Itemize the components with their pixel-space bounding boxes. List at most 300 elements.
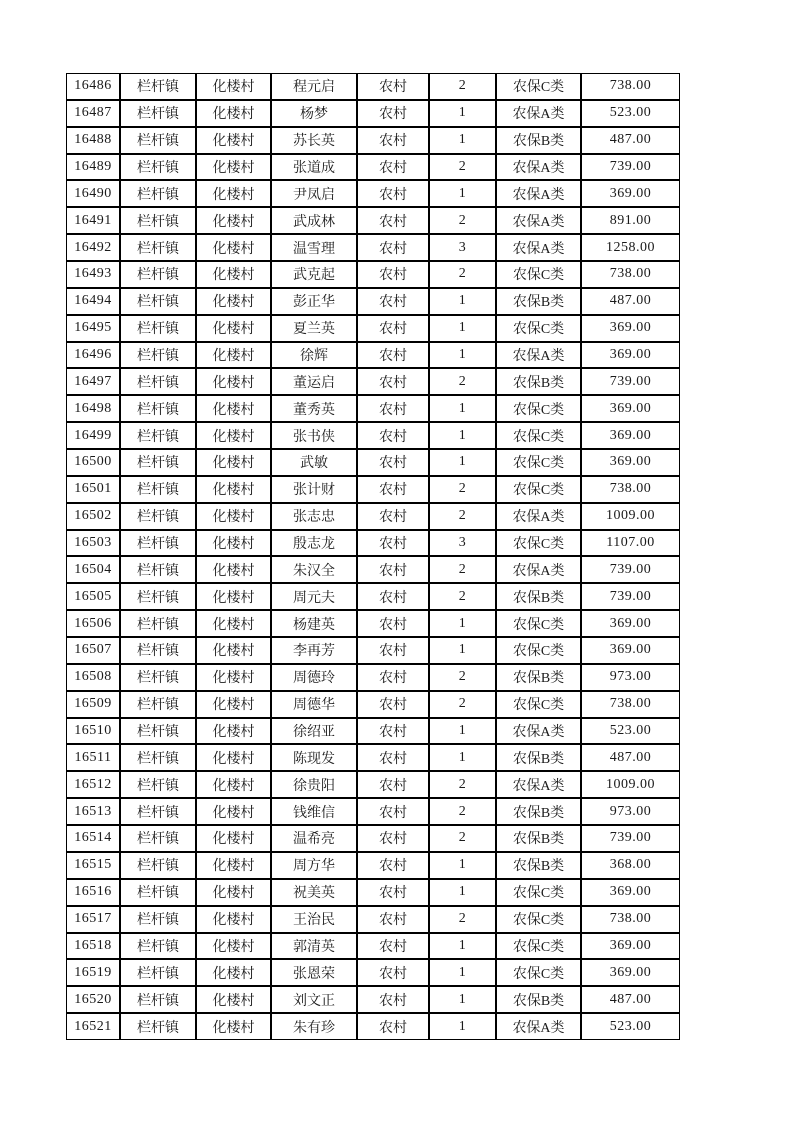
- cell-category: 农保A类: [496, 718, 581, 745]
- cell-village: 化楼村: [196, 395, 271, 422]
- cell-village: 化楼村: [196, 530, 271, 557]
- cell-category: 农保C类: [496, 476, 581, 503]
- cell-residence: 农村: [357, 342, 429, 369]
- cell-category: 农保C类: [496, 610, 581, 637]
- cell-residence: 农村: [357, 906, 429, 933]
- cell-name: 王治民: [271, 906, 357, 933]
- cell-name: 张书侠: [271, 422, 357, 449]
- cell-category: 农保C类: [496, 261, 581, 288]
- cell-category: 农保B类: [496, 852, 581, 879]
- cell-name: 董秀英: [271, 395, 357, 422]
- cell-town: 栏杆镇: [120, 664, 196, 691]
- cell-category: 农保A类: [496, 342, 581, 369]
- cell-count: 2: [429, 556, 496, 583]
- cell-amount: 369.00: [581, 315, 680, 342]
- cell-category: 农保C类: [496, 906, 581, 933]
- cell-name: 杨建英: [271, 610, 357, 637]
- table-row: [66, 261, 680, 288]
- table-row: [66, 825, 680, 852]
- cell-residence: 农村: [357, 691, 429, 718]
- table-body: [66, 73, 680, 1040]
- cell-category: 农保C类: [496, 959, 581, 986]
- cell-name: 夏兰英: [271, 315, 357, 342]
- cell-count: 2: [429, 664, 496, 691]
- cell-count: 2: [429, 207, 496, 234]
- cell-village: 化楼村: [196, 73, 271, 100]
- cell-id: 16488: [66, 127, 120, 154]
- cell-category: 农保B类: [496, 288, 581, 315]
- cell-name: 朱汉全: [271, 556, 357, 583]
- cell-residence: 农村: [357, 154, 429, 181]
- table-row: [66, 127, 680, 154]
- cell-residence: 农村: [357, 986, 429, 1013]
- table-row: [66, 422, 680, 449]
- cell-residence: 农村: [357, 933, 429, 960]
- table-row: [66, 718, 680, 745]
- cell-village: 化楼村: [196, 852, 271, 879]
- cell-residence: 农村: [357, 583, 429, 610]
- cell-residence: 农村: [357, 852, 429, 879]
- cell-town: 栏杆镇: [120, 288, 196, 315]
- cell-town: 栏杆镇: [120, 691, 196, 718]
- cell-name: 彭正华: [271, 288, 357, 315]
- cell-amount: 1009.00: [581, 771, 680, 798]
- cell-amount: 487.00: [581, 288, 680, 315]
- cell-town: 栏杆镇: [120, 342, 196, 369]
- cell-residence: 农村: [357, 825, 429, 852]
- cell-category: 农保A类: [496, 180, 581, 207]
- table-row: [66, 368, 680, 395]
- cell-count: 2: [429, 261, 496, 288]
- cell-count: 1: [429, 933, 496, 960]
- cell-category: 农保C类: [496, 691, 581, 718]
- cell-name: 郭清英: [271, 933, 357, 960]
- cell-name: 温雪理: [271, 234, 357, 261]
- cell-amount: 523.00: [581, 1013, 680, 1040]
- cell-category: 农保C类: [496, 933, 581, 960]
- cell-town: 栏杆镇: [120, 180, 196, 207]
- cell-count: 1: [429, 342, 496, 369]
- cell-residence: 农村: [357, 530, 429, 557]
- table-row: [66, 637, 680, 664]
- cell-id: 16487: [66, 100, 120, 127]
- cell-category: 农保C类: [496, 73, 581, 100]
- cell-id: 16515: [66, 852, 120, 879]
- cell-name: 殷志龙: [271, 530, 357, 557]
- table-row: [66, 315, 680, 342]
- cell-village: 化楼村: [196, 180, 271, 207]
- cell-town: 栏杆镇: [120, 422, 196, 449]
- cell-village: 化楼村: [196, 288, 271, 315]
- cell-count: 1: [429, 744, 496, 771]
- cell-town: 栏杆镇: [120, 825, 196, 852]
- cell-id: 16517: [66, 906, 120, 933]
- cell-amount: 739.00: [581, 583, 680, 610]
- cell-category: 农保C类: [496, 637, 581, 664]
- cell-residence: 农村: [357, 234, 429, 261]
- cell-category: 农保B类: [496, 825, 581, 852]
- cell-residence: 农村: [357, 207, 429, 234]
- table-row: [66, 530, 680, 557]
- cell-id: 16509: [66, 691, 120, 718]
- cell-amount: 1107.00: [581, 530, 680, 557]
- cell-town: 栏杆镇: [120, 556, 196, 583]
- cell-id: 16501: [66, 476, 120, 503]
- cell-village: 化楼村: [196, 368, 271, 395]
- table-row: [66, 879, 680, 906]
- table-row: [66, 288, 680, 315]
- cell-village: 化楼村: [196, 771, 271, 798]
- cell-name: 徐贵阳: [271, 771, 357, 798]
- cell-category: 农保A类: [496, 234, 581, 261]
- table-row: [66, 933, 680, 960]
- cell-id: 16496: [66, 342, 120, 369]
- cell-village: 化楼村: [196, 1013, 271, 1040]
- cell-id: 16499: [66, 422, 120, 449]
- cell-name: 徐辉: [271, 342, 357, 369]
- cell-id: 16498: [66, 395, 120, 422]
- cell-amount: 368.00: [581, 852, 680, 879]
- cell-name: 武克起: [271, 261, 357, 288]
- cell-amount: 1258.00: [581, 234, 680, 261]
- cell-name: 刘文正: [271, 986, 357, 1013]
- cell-village: 化楼村: [196, 986, 271, 1013]
- cell-residence: 农村: [357, 503, 429, 530]
- cell-count: 2: [429, 691, 496, 718]
- table-row: [66, 691, 680, 718]
- cell-count: 1: [429, 959, 496, 986]
- cell-amount: 1009.00: [581, 503, 680, 530]
- cell-count: 2: [429, 368, 496, 395]
- cell-name: 苏长英: [271, 127, 357, 154]
- cell-residence: 农村: [357, 1013, 429, 1040]
- table-row: [66, 664, 680, 691]
- cell-count: 1: [429, 1013, 496, 1040]
- table-row: [66, 234, 680, 261]
- cell-name: 周德华: [271, 691, 357, 718]
- cell-category: 农保A类: [496, 503, 581, 530]
- cell-village: 化楼村: [196, 476, 271, 503]
- cell-id: 16514: [66, 825, 120, 852]
- cell-name: 张计财: [271, 476, 357, 503]
- cell-residence: 农村: [357, 610, 429, 637]
- cell-amount: 487.00: [581, 127, 680, 154]
- cell-town: 栏杆镇: [120, 449, 196, 476]
- cell-count: 1: [429, 449, 496, 476]
- table-row: [66, 1013, 680, 1040]
- cell-id: 16519: [66, 959, 120, 986]
- cell-village: 化楼村: [196, 234, 271, 261]
- table-row: [66, 207, 680, 234]
- cell-category: 农保C类: [496, 530, 581, 557]
- cell-category: 农保C类: [496, 395, 581, 422]
- cell-residence: 农村: [357, 73, 429, 100]
- table-row: [66, 852, 680, 879]
- cell-id: 16518: [66, 933, 120, 960]
- cell-amount: 739.00: [581, 556, 680, 583]
- cell-count: 1: [429, 180, 496, 207]
- cell-category: 农保C类: [496, 449, 581, 476]
- cell-id: 16521: [66, 1013, 120, 1040]
- cell-count: 1: [429, 879, 496, 906]
- cell-name: 张恩荣: [271, 959, 357, 986]
- cell-count: 1: [429, 395, 496, 422]
- cell-town: 栏杆镇: [120, 771, 196, 798]
- cell-village: 化楼村: [196, 583, 271, 610]
- table-row: [66, 100, 680, 127]
- cell-village: 化楼村: [196, 100, 271, 127]
- cell-amount: 973.00: [581, 664, 680, 691]
- cell-residence: 农村: [357, 718, 429, 745]
- table-row: [66, 556, 680, 583]
- cell-name: 温希亮: [271, 825, 357, 852]
- table-row: [66, 798, 680, 825]
- cell-town: 栏杆镇: [120, 1013, 196, 1040]
- table-row: [66, 503, 680, 530]
- cell-village: 化楼村: [196, 906, 271, 933]
- cell-residence: 农村: [357, 879, 429, 906]
- table-row: [66, 771, 680, 798]
- cell-town: 栏杆镇: [120, 852, 196, 879]
- cell-amount: 739.00: [581, 368, 680, 395]
- cell-amount: 738.00: [581, 261, 680, 288]
- cell-category: 农保A类: [496, 1013, 581, 1040]
- cell-village: 化楼村: [196, 744, 271, 771]
- cell-residence: 农村: [357, 422, 429, 449]
- cell-village: 化楼村: [196, 691, 271, 718]
- cell-count: 1: [429, 718, 496, 745]
- cell-count: 1: [429, 127, 496, 154]
- cell-town: 栏杆镇: [120, 315, 196, 342]
- table-row: [66, 342, 680, 369]
- cell-name: 李再芳: [271, 637, 357, 664]
- cell-id: 16486: [66, 73, 120, 100]
- cell-category: 农保B类: [496, 744, 581, 771]
- cell-village: 化楼村: [196, 342, 271, 369]
- cell-count: 1: [429, 637, 496, 664]
- cell-id: 16495: [66, 315, 120, 342]
- cell-id: 16490: [66, 180, 120, 207]
- cell-amount: 739.00: [581, 154, 680, 181]
- cell-village: 化楼村: [196, 933, 271, 960]
- cell-amount: 738.00: [581, 476, 680, 503]
- cell-count: 2: [429, 771, 496, 798]
- cell-count: 2: [429, 906, 496, 933]
- cell-name: 祝美英: [271, 879, 357, 906]
- cell-residence: 农村: [357, 288, 429, 315]
- cell-category: 农保B类: [496, 664, 581, 691]
- cell-village: 化楼村: [196, 127, 271, 154]
- table-row: [66, 476, 680, 503]
- cell-amount: 487.00: [581, 744, 680, 771]
- cell-amount: 738.00: [581, 691, 680, 718]
- cell-amount: 369.00: [581, 449, 680, 476]
- cell-id: 16511: [66, 744, 120, 771]
- cell-category: 农保B类: [496, 583, 581, 610]
- cell-count: 1: [429, 610, 496, 637]
- cell-id: 16503: [66, 530, 120, 557]
- cell-category: 农保B类: [496, 368, 581, 395]
- cell-count: 2: [429, 825, 496, 852]
- cell-id: 16507: [66, 637, 120, 664]
- cell-count: 2: [429, 798, 496, 825]
- table-row: [66, 610, 680, 637]
- cell-village: 化楼村: [196, 207, 271, 234]
- cell-village: 化楼村: [196, 261, 271, 288]
- cell-town: 栏杆镇: [120, 798, 196, 825]
- cell-amount: 369.00: [581, 959, 680, 986]
- table-row: [66, 959, 680, 986]
- cell-amount: 738.00: [581, 906, 680, 933]
- cell-name: 董运启: [271, 368, 357, 395]
- cell-name: 张志忠: [271, 503, 357, 530]
- cell-name: 尹凤启: [271, 180, 357, 207]
- cell-amount: 891.00: [581, 207, 680, 234]
- cell-town: 栏杆镇: [120, 718, 196, 745]
- cell-village: 化楼村: [196, 449, 271, 476]
- cell-name: 周德玲: [271, 664, 357, 691]
- cell-name: 周方华: [271, 852, 357, 879]
- cell-name: 钱维信: [271, 798, 357, 825]
- cell-residence: 农村: [357, 771, 429, 798]
- cell-residence: 农村: [357, 261, 429, 288]
- cell-amount: 369.00: [581, 610, 680, 637]
- cell-id: 16493: [66, 261, 120, 288]
- cell-name: 武敏: [271, 449, 357, 476]
- table-row: [66, 583, 680, 610]
- cell-category: 农保A类: [496, 100, 581, 127]
- cell-town: 栏杆镇: [120, 207, 196, 234]
- cell-residence: 农村: [357, 959, 429, 986]
- cell-town: 栏杆镇: [120, 503, 196, 530]
- cell-id: 16506: [66, 610, 120, 637]
- cell-count: 2: [429, 476, 496, 503]
- cell-residence: 农村: [357, 476, 429, 503]
- cell-village: 化楼村: [196, 718, 271, 745]
- cell-amount: 973.00: [581, 798, 680, 825]
- cell-name: 程元启: [271, 73, 357, 100]
- cell-count: 2: [429, 583, 496, 610]
- cell-category: 农保A类: [496, 154, 581, 181]
- cell-town: 栏杆镇: [120, 583, 196, 610]
- cell-town: 栏杆镇: [120, 100, 196, 127]
- cell-name: 武成林: [271, 207, 357, 234]
- cell-residence: 农村: [357, 449, 429, 476]
- cell-town: 栏杆镇: [120, 368, 196, 395]
- cell-id: 16510: [66, 718, 120, 745]
- cell-village: 化楼村: [196, 503, 271, 530]
- cell-residence: 农村: [357, 180, 429, 207]
- cell-amount: 369.00: [581, 933, 680, 960]
- cell-town: 栏杆镇: [120, 906, 196, 933]
- cell-town: 栏杆镇: [120, 127, 196, 154]
- cell-village: 化楼村: [196, 825, 271, 852]
- table-row: [66, 744, 680, 771]
- cell-village: 化楼村: [196, 959, 271, 986]
- cell-town: 栏杆镇: [120, 744, 196, 771]
- cell-id: 16492: [66, 234, 120, 261]
- subsidy-roster-table: [66, 73, 680, 1040]
- cell-category: 农保A类: [496, 556, 581, 583]
- cell-amount: 523.00: [581, 718, 680, 745]
- cell-town: 栏杆镇: [120, 637, 196, 664]
- cell-residence: 农村: [357, 127, 429, 154]
- cell-id: 16505: [66, 583, 120, 610]
- cell-id: 16489: [66, 154, 120, 181]
- cell-id: 16504: [66, 556, 120, 583]
- cell-category: 农保A类: [496, 771, 581, 798]
- cell-id: 16512: [66, 771, 120, 798]
- cell-town: 栏杆镇: [120, 154, 196, 181]
- cell-village: 化楼村: [196, 422, 271, 449]
- cell-amount: 369.00: [581, 342, 680, 369]
- cell-town: 栏杆镇: [120, 395, 196, 422]
- cell-category: 农保C类: [496, 315, 581, 342]
- cell-amount: 369.00: [581, 637, 680, 664]
- cell-id: 16500: [66, 449, 120, 476]
- cell-residence: 农村: [357, 556, 429, 583]
- cell-count: 2: [429, 154, 496, 181]
- cell-village: 化楼村: [196, 798, 271, 825]
- cell-village: 化楼村: [196, 154, 271, 181]
- cell-amount: 739.00: [581, 825, 680, 852]
- cell-amount: 369.00: [581, 180, 680, 207]
- cell-id: 16502: [66, 503, 120, 530]
- cell-amount: 487.00: [581, 986, 680, 1013]
- table-row: [66, 395, 680, 422]
- cell-category: 农保C类: [496, 422, 581, 449]
- cell-count: 1: [429, 100, 496, 127]
- cell-category: 农保A类: [496, 207, 581, 234]
- cell-category: 农保B类: [496, 798, 581, 825]
- table-row: [66, 449, 680, 476]
- cell-village: 化楼村: [196, 556, 271, 583]
- cell-id: 16513: [66, 798, 120, 825]
- cell-town: 栏杆镇: [120, 959, 196, 986]
- cell-residence: 农村: [357, 664, 429, 691]
- cell-name: 周元夫: [271, 583, 357, 610]
- cell-town: 栏杆镇: [120, 986, 196, 1013]
- cell-town: 栏杆镇: [120, 73, 196, 100]
- cell-amount: 523.00: [581, 100, 680, 127]
- cell-town: 栏杆镇: [120, 530, 196, 557]
- cell-residence: 农村: [357, 315, 429, 342]
- cell-village: 化楼村: [196, 879, 271, 906]
- table-row: [66, 180, 680, 207]
- cell-category: 农保B类: [496, 127, 581, 154]
- cell-town: 栏杆镇: [120, 879, 196, 906]
- cell-village: 化楼村: [196, 664, 271, 691]
- cell-name: 朱有珍: [271, 1013, 357, 1040]
- cell-category: 农保B类: [496, 986, 581, 1013]
- cell-residence: 农村: [357, 637, 429, 664]
- cell-count: 1: [429, 852, 496, 879]
- cell-amount: 738.00: [581, 73, 680, 100]
- cell-residence: 农村: [357, 798, 429, 825]
- cell-count: 2: [429, 73, 496, 100]
- cell-name: 杨梦: [271, 100, 357, 127]
- cell-count: 1: [429, 986, 496, 1013]
- cell-count: 1: [429, 422, 496, 449]
- cell-residence: 农村: [357, 368, 429, 395]
- cell-amount: 369.00: [581, 395, 680, 422]
- cell-count: 1: [429, 288, 496, 315]
- cell-town: 栏杆镇: [120, 234, 196, 261]
- cell-name: 徐绍亚: [271, 718, 357, 745]
- cell-id: 16491: [66, 207, 120, 234]
- cell-residence: 农村: [357, 395, 429, 422]
- cell-id: 16508: [66, 664, 120, 691]
